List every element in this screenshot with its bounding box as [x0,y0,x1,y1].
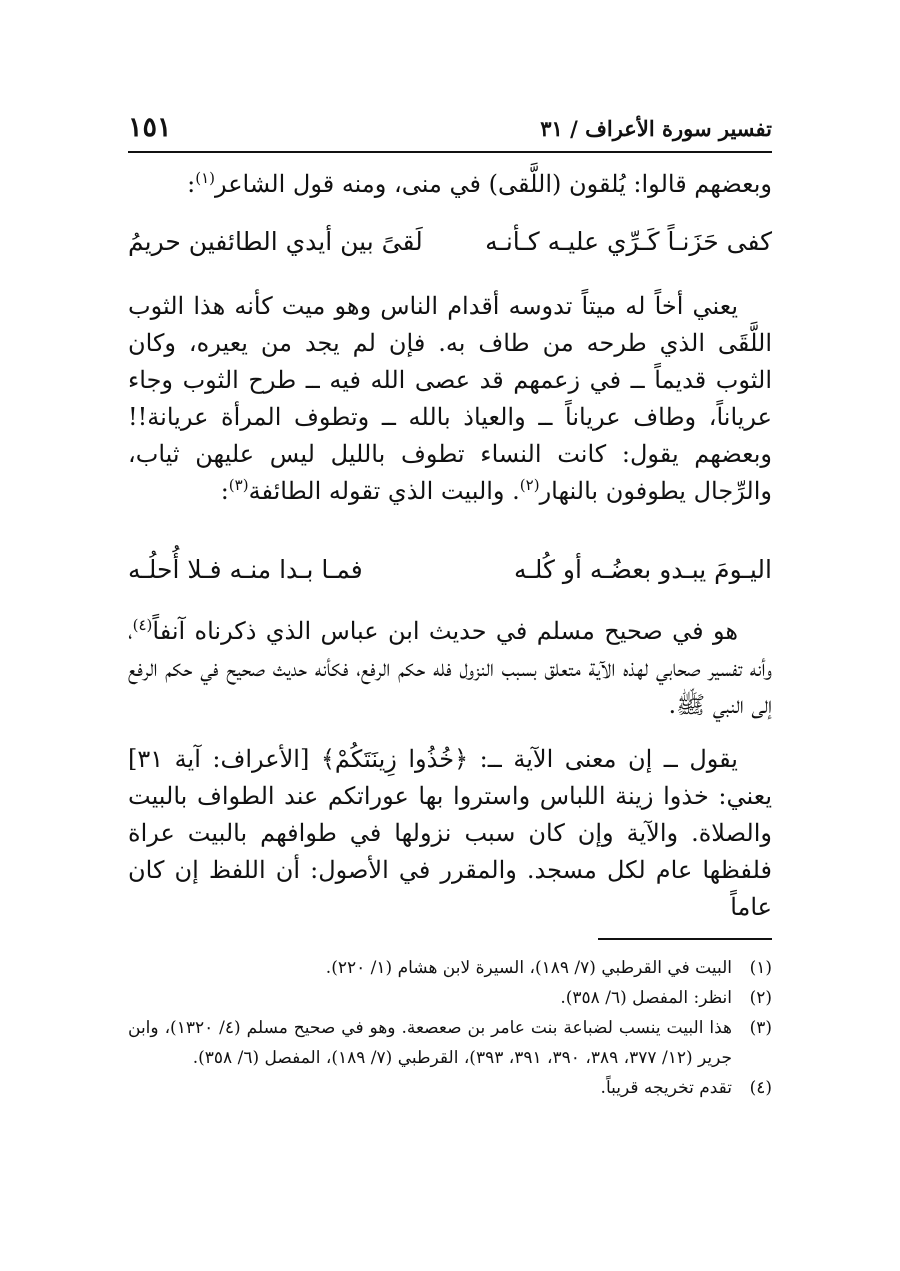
paragraph-2 [128,613,772,724]
footnote-1 [128,953,772,983]
footnote-separator [598,938,772,940]
para2-text2: ، وأنه تفسير صحابي لهذه الآية متعلق بسبب النزول فله حكم الرفع، فكأنه حديث صحيح في حكم الرفع إلى النبي ﷺ. [128,617,772,719]
footnote-text: تقدم تخريجه قريباً. [600,1078,732,1098]
header-rule [128,151,772,153]
para1-end: : [220,477,229,505]
running-title: تفسير سورة الأعراف / ٣١ [540,116,772,141]
verse2-first-hemistich: اليـومَ يبـدو بعضُـه أو كُلـه [514,555,772,584]
footnote-number: (٣) [749,1018,772,1038]
footnote-text: البيت في القرطبي (٧/ ١٨٩)، السيرة لابن هشام (١/ ٢٢٠). [325,958,732,978]
footnote-ref-2: (٢) [519,476,540,494]
poetry-verse-2 [128,555,772,595]
para1-text: يعني أخاً له ميتاً تدوسه أقدام الناس وهو ميت كأنه هذا الثوب اللَّقَى الذي طرحه من طاف به. فإن لم يجد من يعيره، وكان الثوب قديماً ــ في زعمهم قد عصى الله فيه ــ طرح الثوب وجاء عرياناً، وطاف عرياناً ــ والعياذ بالله ــ وتطوف المرأة عريانة!! وبعضهم يقول: كانت النساء تطوف بالليل ليس عليهن ثياب، والرِّجال يطوفون بالنهار [128,292,772,505]
footnote-text: هذا البيت ينسب لضباعة بنت عامر بن صعصعة. وهو في صحيح مسلم (٤/ ١٣٢٠)، وابن جرير (١٢/ ٣٧٧، ٣٨٩، ٣٩٠، ٣٩١، ٣٩٣)، القرطبي (٧/ ١٨٩)، المفصل (٦/ ٣٥٨). [128,1018,732,1068]
footnote-number: (٢) [749,988,772,1008]
para3-text: يقول ــ إن معنى الآية ــ: ﴿خُذُوا زِينَتَكُمْ﴾ [الأعراف: آية ٣١] يعني: خذوا زينة اللباس واستروا بها عوراتكم عند الطواف بالبيت والصلاة. والآية وإن كان سبب نزولها في طوافهم بالبيت عراة فلفظها عام لكل مسجد. والمقرر في الأصول: أن اللفظ إن كان عاماً [128,745,773,921]
footnotes [128,953,772,1103]
paragraph-3 [128,741,772,926]
intro-line [128,166,772,203]
footnote-ref-3: (٣) [228,476,249,494]
footnote-text: انظر: المفصل (٦/ ٣٥٨). [560,988,732,1008]
poetry-verse-1 [128,227,772,267]
footnote-4 [128,1073,772,1103]
paragraph-1 [128,288,772,510]
footnote-3 [128,1013,772,1073]
intro-end: : [187,170,196,198]
para2-text: هو في صحيح مسلم في حديث ابن عباس الذي ذكرناه آنفاً [152,617,738,645]
intro-text: وبعضهم قالوا: يُلقون (اللَّقى) في منى، ومنه قول الشاعر [214,170,772,198]
page-header [128,112,772,152]
verse2-second-hemistich: فمـا بـدا منـه فـلا أُحلُـه [128,555,363,584]
footnote-ref-1: (١) [195,169,215,187]
para1-text2: . والبيت الذي تقوله الطائفة [248,477,520,505]
verse1-first-hemistich: كفى حَزَنـاً كَـرِّي عليـه كـأنـه [485,227,772,256]
footnote-2 [128,983,772,1013]
page-number: ١٥١ [128,112,172,143]
footnote-number: (١) [749,958,772,978]
verse1-second-hemistich: لَقىً بين أيدي الطائفين حريمُ [128,227,423,256]
footnote-ref-4: (٤) [132,616,153,634]
footnote-number: (٤) [749,1078,772,1098]
